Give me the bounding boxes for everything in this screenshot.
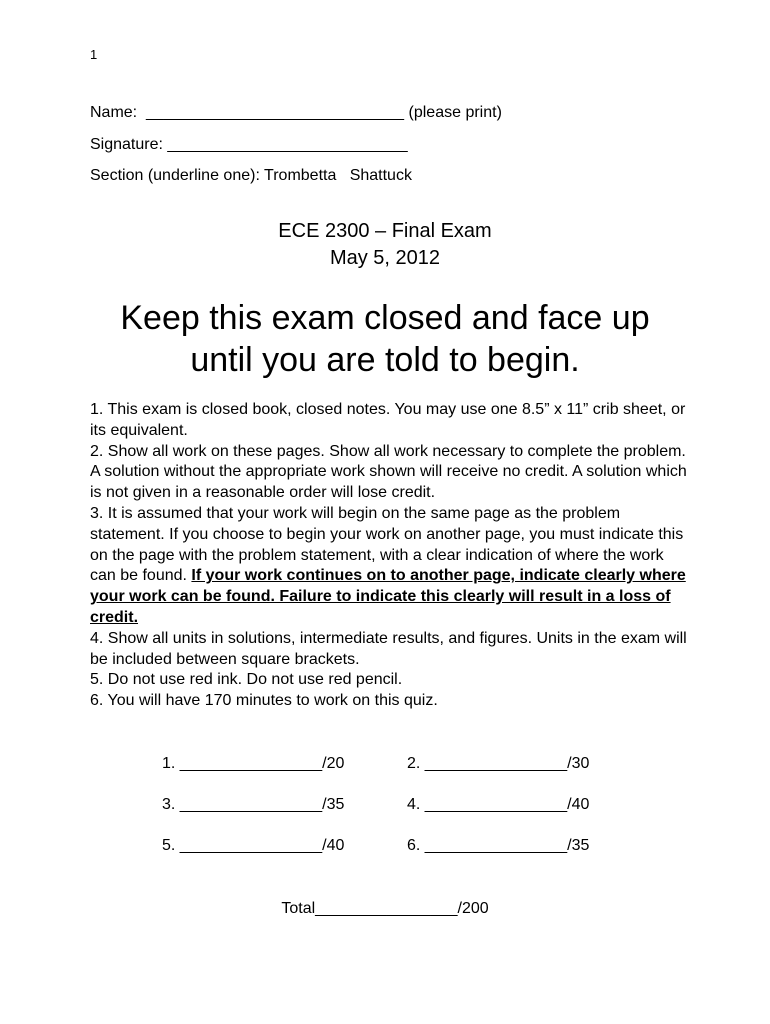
instruction-item: 2. Show all work on these pages. Show all work necessary to complete the problem. A solution without the appropriate work shown will receive no credit. A solution which is not given in a reasonable order will lose credit. (90, 442, 687, 502)
section-field-line: Section (underline one): Trombetta Shattuck (90, 167, 412, 184)
score-line-4: 4. ________________/40 (407, 796, 590, 813)
instruction-item (90, 504, 690, 629)
instruction-item: 5. Do not use red ink. Do not use red pencil. (90, 671, 403, 689)
warning-line-2: until you are told to begin. (190, 341, 580, 379)
score-line-2: 2. ________________/30 (407, 755, 590, 772)
score-line-6: 6. ________________/35 (407, 837, 590, 854)
total-score-line: Total________________/200 (281, 900, 489, 917)
exam-date: May 5, 2012 (329, 247, 441, 269)
signature-field-line: Signature: ___________________________ (90, 136, 408, 153)
instructions-list (90, 400, 690, 712)
instruction-item: 4. Show all units in solutions, intermediate results, and figures. Units in the exam will be included between square brackets. (90, 629, 687, 668)
warning-line-1: Keep this exam closed and face up (120, 299, 650, 337)
instruction-item: 6. You will have 170 minutes to work on this quiz. (90, 692, 438, 710)
score-line-5: 5. ________________/40 (162, 837, 345, 854)
instruction-text: 3. It is assumed that your work will begin on the same page as the problem statement. If you choose to begin your work on another page, you must indicate this on the page with the problem statement, with a clear indication of where the work can be found. (90, 504, 684, 585)
name-field-line: Name: _____________________________ (please print) (90, 104, 502, 121)
score-line-3: 3. ________________/35 (162, 796, 345, 813)
instruction-item: 1. This exam is closed book, closed notes. You may use one 8.5” x 11” crib sheet, or its equivalent. (90, 401, 686, 439)
exam-title: ECE 2300 – Final Exam (278, 220, 492, 242)
page-number: 1 (90, 47, 98, 62)
score-line-1: 1. ________________/20 (162, 755, 345, 772)
instruction-emphasis: If your work continues on to another page, indicate clearly where your work can be found. Failure to indicate this clearly will result in a loss of credit. (90, 567, 686, 626)
